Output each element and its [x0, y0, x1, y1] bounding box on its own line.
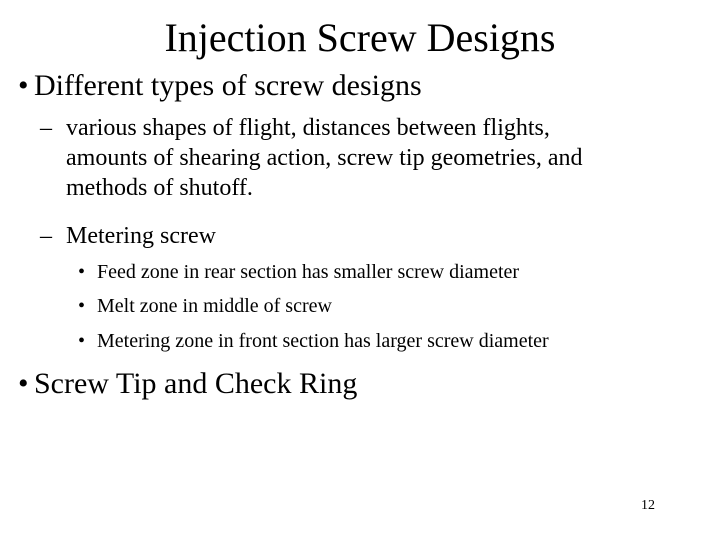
bullet-marker: • — [78, 295, 86, 317]
sub-bullet-line: various shapes of flight, distances between flights, — [66, 115, 550, 141]
sub-bullet-line: Metering screw — [66, 223, 216, 249]
dash-marker: – — [40, 223, 52, 249]
bullet-marker: • — [78, 330, 86, 352]
sub-bullet-line: methods of shutoff. — [66, 175, 253, 201]
bullet-marker: • — [18, 367, 29, 400]
bullet-marker: • — [18, 69, 29, 102]
sub-bullet-line: amounts of shearing action, screw tip geometries, and — [66, 145, 583, 171]
bullet-text: Screw Tip and Check Ring — [34, 367, 358, 400]
sub-sub-bullet-text: Feed zone in rear section has smaller screw diameter — [97, 261, 520, 283]
bullet-text: Different types of screw designs — [34, 69, 422, 102]
sub-sub-bullet-text: Metering zone in front section has larger screw diameter — [97, 330, 549, 352]
bullet-marker: • — [78, 261, 86, 283]
dash-marker: – — [40, 115, 52, 141]
sub-sub-bullet-text: Melt zone in middle of screw — [97, 295, 332, 317]
page-number: 12 — [641, 498, 655, 513]
slide-title: Injection Screw Designs — [164, 15, 556, 60]
